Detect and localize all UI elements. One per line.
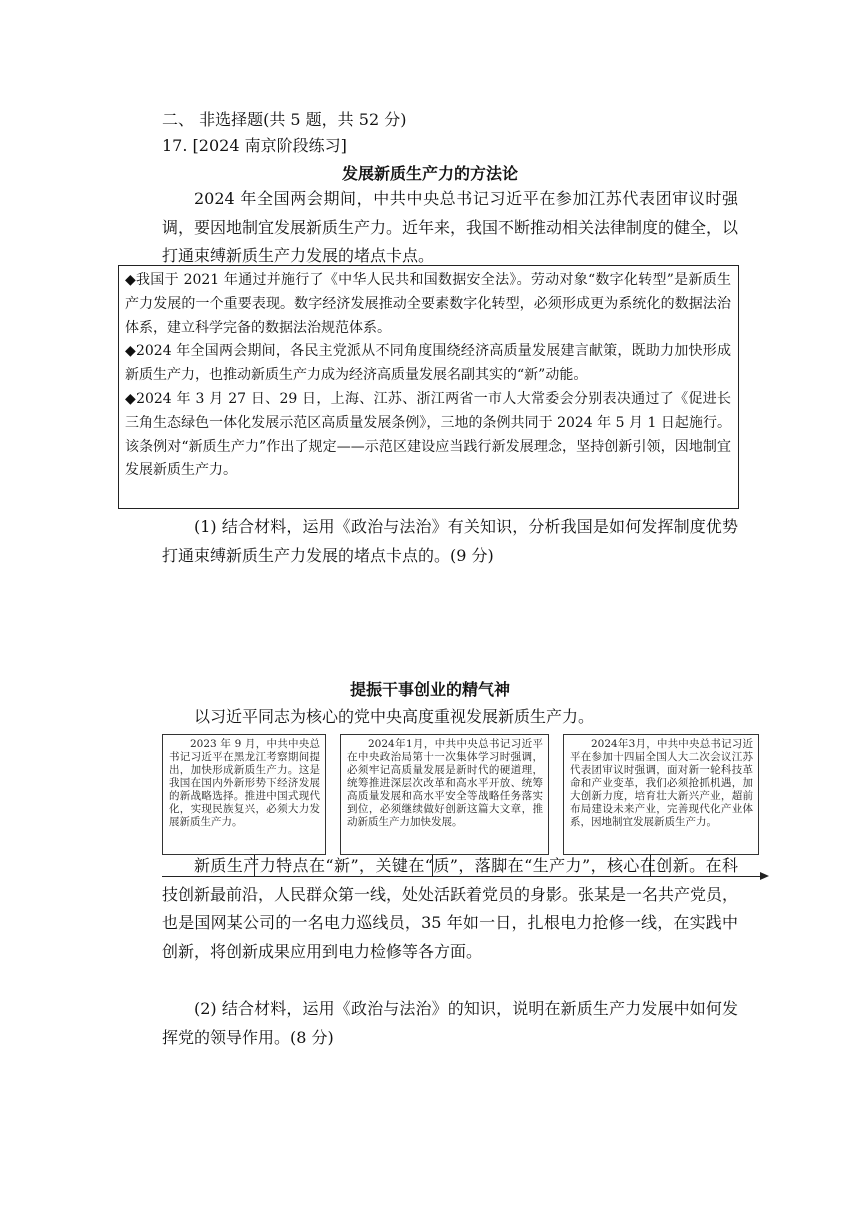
material-box — [118, 265, 739, 509]
material-item: ◆我国于 2021 年通过并施行了《中华人民共和国数据安全法》。劳动对象“数字化转型”是新质生产力发展的一个重要表现。数字经济发展推动全要素数字化转型，必须形成更为系统化的数据法治体系，建立科学完备的数据法治规范体系。 — [125, 272, 731, 336]
material-item: ◆2024 年 3 月 27 日、29 日，上海、江苏、浙江两省一市人大常委会分别表决通过了《促进长三角生态绿色一体化发展示范区高质量发展条例》，三地的条例共同于 2024 年 5 月 1 日起施行。该条例对“新质生产力”作出了规定——示范区建设应当践行新发展理念，坚持创新引领，因地制宜发展新质生产力。 — [125, 390, 731, 479]
part2-body: 新质生产力特点在“新”，关键在“质”，落脚在“生产力”，核心在创新。在科技创新最前沿，人民群众第一线，处处活跃着党员的身影。张某是一名共产党员，也是国网某公司的一名电力巡线员，35 年如一日，扎根电力抢修一线，在实践中创新，将创新成果应用到电力检修等各方面。 — [162, 856, 739, 961]
part1-title: 发展新质生产力的方法论 — [341, 164, 518, 183]
timeline-card-2024-03: 2024年3月，中共中央总书记习近平在参加十四届全国人大二次会议江苏代表团审议时强调，面对新一轮科技革命和产业变革，我们必须抢抓机遇，加大创新力度，培育壮大新兴产业，超前布局建设未来产业，完善现代化产业体系，因地制宜发展新质生产力。 — [563, 734, 759, 855]
timeline-card-2024-01: 2024年1月，中共中央总书记习近平在中央政治局第十一次集体学习时强调，必须牢记高质量发展是新时代的硬道理，统筹推进深层次改革和高水平开放、统筹高质量发展和高水平安全等战略任务落实到位，必须继续做好创新这篇大文章，推动新质生产力加快发展。 — [340, 734, 549, 855]
timeline-arrow-icon — [760, 872, 769, 880]
part2-title: 提振干事创业的精气神 — [349, 680, 510, 699]
timeline-card-2023-09: 2023 年 9 月，中共中央总书记习近平在黑龙江考察期间提出，加快形成新质生产力。这是我国在国内外新形势下经济发展的新战略选择。推进中国式现代化，实现民族复兴，必须大力发展新质生产力。 — [162, 734, 326, 855]
part2-intro: 以习近平同志为核心的党中央高度重视发展新质生产力。 — [194, 707, 595, 726]
section-heading: 二、 非选择题(共 5 题，共 52 分) — [162, 110, 407, 129]
question-2: (2) 结合材料，运用《政治与法治》的知识，说明在新质生产力发展中如何发挥党的领导作用。(8 分) — [162, 999, 738, 1047]
question-1: (1) 结合材料，运用《政治与法治》有关知识，分析我国是如何发挥制度优势打通束缚新质生产力发展的堵点卡点的。(9 分) — [162, 517, 738, 565]
part1-intro: 2024 年全国两会期间，中共中央总书记习近平在参加江苏代表团审议时强调，要因地制宜发展新质生产力。近年来，我国不断推动相关法律制度的健全，以打通束缚新质生产力发展的堵点卡点。 — [162, 189, 739, 265]
question-label: 17. [2024 南京阶段练习] — [162, 136, 347, 155]
material-item: ◆2024 年全国两会期间，各民主党派从不同角度围绕经济高质量发展建言献策，既助力加快形成新质生产力，也推动新质生产力成为经济高质量发展名副其实的“新”动能。 — [125, 343, 731, 384]
